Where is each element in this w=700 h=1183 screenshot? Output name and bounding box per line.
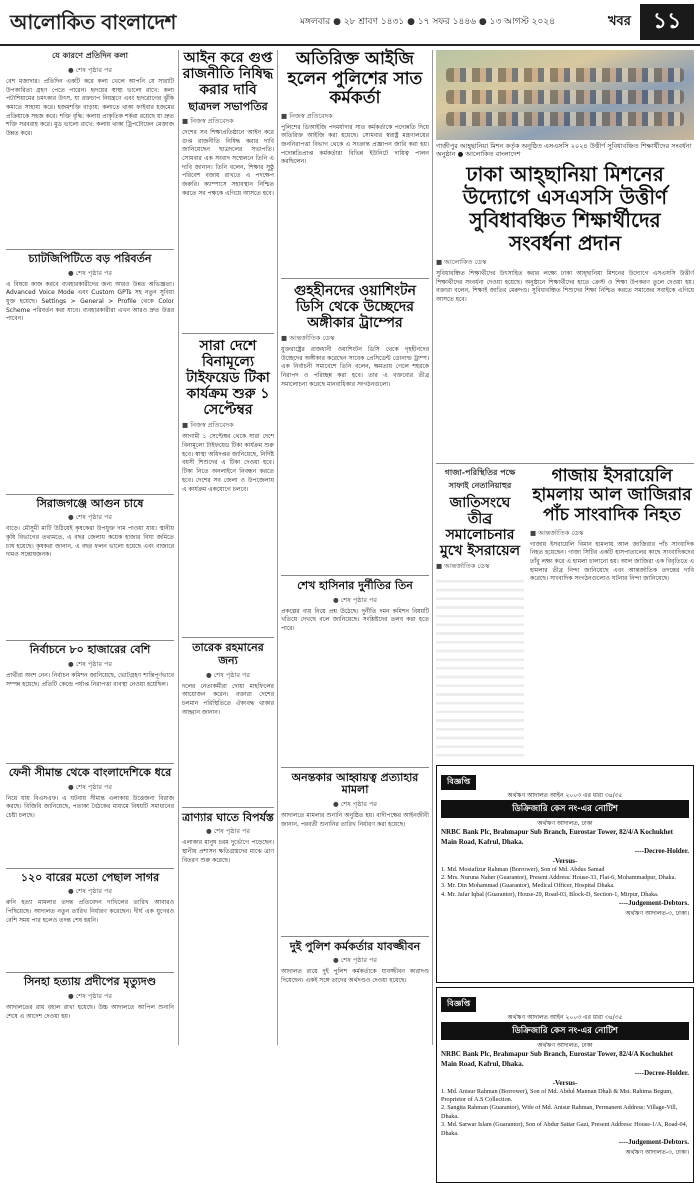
article-headline: নির্বাচনে ৮০ হাজারের বেশি [29,643,151,657]
continued-label: ● শেষ পৃষ্ঠার পর [67,268,113,277]
article [436,467,524,759]
notice-plaintiff-role: ----Decree-Holder. [634,846,689,855]
continued-label: ● শেষ পৃষ্ঠার পর [67,513,113,522]
newspaper-logo: আলোকিত বাংলাদেশ [10,10,176,34]
article [6,253,174,491]
notice-defendant: 2. Mrs. Nuruna Naher (Guarantor), Present Address: House-33, Flat-6, Mohammadpur, Dhaka. [441,874,676,882]
section-name: খবর [608,14,631,29]
notice-defendant: 2. Sangita Rahman (Guarantor), Wife of Md. Anisur Rahman, Permanent Address: Village-Vill, Dhaka. [441,1104,678,1120]
article [6,50,174,246]
article [6,498,174,638]
article [281,283,429,571]
article [281,50,429,274]
masthead [0,0,700,46]
article-body: পুলিশের ডিআইজি পদমর্যাদার সাত কর্মকর্তাকে পদোন্নতি দিয়ে অতিরিক্ত আইজি করা হয়েছে। সোমবার স্বরাষ্ট্র মন্ত্রণালয়ের জননিরাপত্তা বিভাগ থেকে এ সংক্রান্ত প্রজ্ঞাপন জারি করা হয়। পদোন্নতিপ্রাপ্ত কর্মকর্তারা বিভিন্ন ইউনিটে দায়িত্ব পালন করছিলেন। [281,123,429,166]
notice-versus: -Versus- [552,856,578,865]
notice-plaintiff: NRBC Bank Plc, Brahmapur Sub Branch, Eurostar Tower, 82/4/A Kochukhet Main Road, Kafrul, Dhaka. [441,828,673,846]
article [530,467,694,759]
column-rule [432,50,433,1045]
article [182,642,274,802]
article-headline: গাজায় ইসরায়েলি হামলায় আল জাজিরার পাঁচ সাংবাদিক নিহত [532,465,692,525]
notice-defendant: 4. Mr. Jafar Iqbal (Guarantor), House-29, Road-03, Block-D, Section-1, Mirpur, Dhaka. [441,890,659,898]
notice-court: অর্থঋণ আদালত, ঢাকা [537,820,593,828]
article [281,772,429,932]
continued-label: ● শেষ পৃষ্ঠার পর [67,659,113,668]
article-body: বেশ মজাদার। প্রতিদিন একটি করে কলা খেলে আপনি যে সারাটি উপকারিতা গ্রহণ পেতে পারেন। হৃদয়ের স্বাস্থ্য ভালো রাখে: কলা পটাশিয়ামের চমৎকার উৎস, যা রক্তচাপ নিয়ন্ত্রণে এবং হৃদরোগের ঝুঁকি কমাতে সাহায্য করে। হজমশক্তি বাড়ায়: কলাতে থাকা ফাইবার হজমের প্রক্রিয়াকে সহজ করে। শক্তি বৃদ্ধি: কলায় প্রাকৃতিক শর্করা রয়েছে যা দ্রুত শক্তি সরবরাহ করে। মুড ভালো রাখে: কলায় থাকা ট্রিপটোফেন মেজাজ উন্নত করে। [6,78,174,138]
article-body: এ বিষয়ে কাজ করবে ব্যবহারকারীদের জন্য আরও উন্নত অভিজ্ঞতা। Advanced Voice Mode এবং Custom GPTs সহ নতুন সুবিধা যুক্ত হয়েছে। Settings > General > Profile থেকে Color Scheme পরিবর্তন করা যাবে। ব্যবহারকারীরা এখন আরও দ্রুত উত্তর পাবেন। [6,280,174,323]
byline: ■ নিজস্ব প্রতিবেদক [182,421,234,430]
notice-defendant: 3. Mr. Din Mohammad (Guarantor), Medical Officer, Hospital Dhaka. [441,882,615,890]
notice-head-line: অর্থঋণ আদালত আইন ২০০৩ এর ধারা ৩৪/৩৫ [507,792,623,800]
notice-plaintiff: NRBC Bank Plc, Brahmapur Sub Branch, Eurostar Tower, 82/4/A Kochukhet Main Road, Kafrul, Dhaka. [441,1050,673,1068]
column-4 [436,50,694,1156]
column-1 [6,50,174,1045]
article-body: দলের নেতাকর্মীরা দোয়া মাহফিলের আয়োজন করেন। বক্তারা দেশের চলমান পরিস্থিতিতে ঐক্যবদ্ধ থাকার আহ্বান জানান। [182,682,274,716]
article [6,644,174,760]
article-headline: শেখ হাসিনার দুর্নীতির তিন [297,578,413,592]
article [6,976,174,1094]
byline: ■ আন্তর্জাতিক ডেস্ক [436,562,490,571]
article-body: প্রার্থীরা অংশ নেন। নির্বাচন কমিশন জানিয়েছে, ভোটগ্রহণ শান্তিপূর্ণভাবে সম্পন্ন হয়েছে। প্রতিটি কেন্দ্রে পর্যাপ্ত নিরাপত্তা ব্যবস্থা নেওয়া হয়েছিল। [6,671,174,688]
article-body: প্রকল্পের ব্যয় নিয়ে প্রশ্ন উঠেছে। দুর্নীতি দমন কমিশন বিষয়টি খতিয়ে দেখছে বলে জানিয়েছে। সংশ্লিষ্টদের তলব করা হতে পারে। [281,607,429,632]
notice-title: ডিক্রিজারি কেস নং-এর নোটিশ [441,800,689,818]
article-headline: আইন করে গুপ্ত রাজনীতি নিষিদ্ধ করার দাবি [182,50,274,99]
notice-tag: বিজ্ঞপ্তি [441,997,476,1012]
notice-title: ডিক্রিজারি কেস নং-এর নোটিশ [441,1022,689,1040]
notice-footer: অর্থঋণ আদালত-৩, ঢাকা। [625,1148,689,1156]
article-body: নিয়ে যায় বিএসএফ। এ ঘটনায় সীমান্ত এলাকায় উত্তেজনা বিরাজ করছে। বিজিবি জানিয়েছে, পতাকা বৈঠকের মাধ্যমে বিষয়টি সমাধানের চেষ্টা চলছে। [6,794,174,819]
continued-label: ● শেষ পৃষ্ঠার পর [205,827,251,836]
article-headline: অনন্তকার আহ্বায়ত্ব প্রত্যাহার মামলা [291,770,419,797]
article-headline: জাতিসংঘে তীব্র সমালোচনার মুখে ইসরায়েল [439,494,521,560]
continued-label: ● শেষ পৃষ্ঠার পর [67,782,113,791]
notice-plaintiff-role: ----Decree-Holder. [634,1068,689,1077]
article-headline: দুই পুলিশ কর্মকর্তার যাবজ্জীবন [289,939,421,953]
article [281,941,429,1099]
article-headline: ত্রাণ্যার ঘাতে বিপর্যস্ত [182,810,274,824]
notice-defendant: 1. Md. Mostafizur Rahman (Borrower), Son of Md. Abdus Samad [441,865,605,873]
notice-defendant: 1. Md. Anisur Rahman (Borrower), Son of Md. Abdul Mannan Dhali & Mst. Rahima Begum, Proprietor of A.S Collection. [441,1087,673,1104]
column-2 [182,50,274,1045]
article [182,812,274,990]
continued-label: ● শেষ পৃষ্ঠার পর [332,956,378,965]
continued-label: ● শেষ পৃষ্ঠার পর [205,670,251,679]
article-body: আদালতে মামলার শুনানি অনুষ্ঠিত হয়। বাদীপক্ষের আইনজীবী জানান, পরবর্তী শুনানির তারিখ নির্ধারণ করা হয়েছে। [281,811,429,828]
article-headline: ঢাকা আহ্ছানিয়া মিশনের উদ্যোগে এসএসসি উত্তীর্ণ সুবিধাবঞ্চিত শিক্ষার্থীদের সংবর্ধনা প্রদান [462,161,668,255]
notice-court: অর্থঋণ আদালত, ঢাকা [537,1042,593,1050]
notice-defendant-role: ----Judgement-Debtors. [618,899,689,908]
article-body: বাড়ে। মৌসুমী মাটি উঠিয়েই কৃষকেরা উপযুক্ত দাম পাওয়া যায়। স্থানীয় কৃষি বিভাগের তথ্যমতে, এ বছর জেলায় কয়েক হাজার বিঘা জমিতে চাষ হয়েছে। কৃষকরা জানান, এ বছর ফলন ভালো হয়েছে এবং বাজারে দামও সন্তোষজনক। [6,525,174,559]
continued-label: ● শেষ পৃষ্ঠার পর [332,799,378,808]
notice-footer: অর্থঋণ আদালত-৩, ঢাকা। [625,910,689,918]
article-body: আদালত রায়ে দুই পুলিশ কর্মকর্তাকে যাবজ্জীবন কারাদণ্ড দিয়েছেন। একই সঙ্গে তাদের অর্থদণ্ডও দেওয়া হয়েছে। [281,968,429,985]
article-kicker: গাজা-পরিস্থিতির পক্ষে সাফাই নেতানিয়াহুর [444,467,516,490]
notice-versus: -Versus- [552,1078,578,1087]
article-headline: সিনহা হত্যায় প্রদীপের মৃত্যুদণ্ড [23,975,157,989]
article-body: রুনি হত্যা মামলার তদন্ত প্রতিবেদন দাখিলের তারিখ আবারও পিছিয়েছে। আদালত নতুন তারিখ নির্ধারণ করেছেন। দীর্ঘ এক যুগেরও বেশি সময় পার হলেও তদন্ত শেষ হয়নি। [6,899,174,924]
article [182,50,274,329]
article [6,872,174,970]
article-body: সুবিধাবঞ্চিত শিক্ষার্থীদের উৎসাহিত করার লক্ষ্যে ঢাকা আহ্ছানিয়া মিশনের উদ্যোগে এসএসসি উত্তীর্ণ শিক্ষার্থীদের সংবর্ধনা দেওয়া হয়েছে। অনুষ্ঠানে শিক্ষার্থীদের হাতে ক্রেস্ট ও শিক্ষা উপকরণ তুলে দেওয়া হয়। বক্তারা বলেন, শিক্ষাই জাতির মেরুদণ্ড। সুবিধাবঞ্চিত শিশুদের শিক্ষা নিশ্চিত করতে সমাজের সবাইকে এগিয়ে আসতে হবে। [436,269,694,303]
page-number: ১১ [640,4,694,40]
column-rule [277,50,278,1045]
article-body: আদালতের রায় বহাল রাখা হয়েছে। উচ্চ আদালতে আপিল শুনানি শেষে এ আদেশ দেওয়া হয়। [6,1003,174,1020]
article [6,767,174,865]
article-body: এলাকার মানুষ চরম দুর্ভোগে পড়েছেন। স্থানীয় প্রশাসন ক্ষতিগ্রস্তদের মাঝে ত্রাণ বিতরণ শুরু করেছে। [182,839,274,864]
byline: ■ আন্তর্জাতিক ডেস্ক [530,528,584,537]
article-headline: চ্যাটজিপিটিতে বড় পরিবর্তন [28,252,152,265]
article-headline: সিরাজগঞ্জে আগুন চাষে [36,496,144,510]
notice-tag: বিজ্ঞপ্তি [441,775,476,790]
photo-caption: গাজীপুর আহ্ছানিয়া মিশন কর্তৃক অনুষ্ঠিত এসএসসি ২০২৪ উত্তীর্ণ সুবিধাবঞ্চিত শিক্ষার্থীদের সংবর্ধনা অনুষ্ঠান ● আলোকিত বাংলাদেশ [436,142,692,159]
notice-head-line: অর্থঋণ আদালত আইন ২০০৩ এর ধারা ৩৪/৩৫ [507,1014,623,1022]
article-headline: অতিরিক্ত আইজি হলেন পুলিশের সাত কর্মকর্তা [287,49,423,109]
event-photo [436,50,694,140]
article-subhead: ছাত্রদল সভাপতির [188,100,268,114]
byline: ■ আন্তর্জাতিক ডেস্ক [281,333,335,342]
column-3 [281,50,429,1045]
column-rule [178,50,179,1045]
article-headline: ১২০ বারের মতো পেছাল সাগর [20,870,160,884]
legal-notice [436,987,694,1183]
date-line: মঙ্গলবার ● ২৮ শ্রাবণ ১৪৩১ ● ১৭ সফর ১৪৪৬ ● ১৩ আগস্ট ২০২৪ [300,17,555,27]
article [436,163,694,460]
article-text-lines [436,574,524,759]
article-headline: সারা দেশে বিনামূল্যে টাইফয়েড টিকা কার্যক্রম শুরু ১ সেপ্টেম্বর [186,337,270,419]
continued-label: ● শেষ পৃষ্ঠার পর [67,887,113,896]
notice-defendant: 3. Md. Sarwar Islam (Guarantor), Son of Abdur Sattar Gazi, Present Address: House-1/A, Road-04, Dhaka. [441,1121,688,1137]
continued-label: ● শেষ পৃষ্ঠার পর [67,991,113,1000]
continued-label: ● শেষ পৃষ্ঠার পর [67,66,113,74]
article [182,338,274,633]
legal-notice [436,765,694,983]
article-headline: তারেক রহমানের জন্য [192,641,264,668]
article-headline: যে কারণে প্রতিদিন কলা [52,51,128,60]
article-body: গাজায় ইসরায়েলি বিমান হামলায় আল জাজিরার পাঁচ সাংবাদিক নিহত হয়েছেন। গাজা সিটির একটি হাসপাতালের কাছে সাংবাদিকদের তাঁবু লক্ষ্য করে এ হামলা চালানো হয়। আল জাজিরা এক বিবৃতিতে এ হামলার তীব্র নিন্দা জানিয়েছে এবং আন্তর্জাতিক তদন্তের দাবি করেছে। সাংবাদিক সংগঠনগুলোও ঘটনার নিন্দা জানিয়েছে। [530,540,694,583]
article-headline: গুহহীনদের ওয়াশিংটন ডিসি থেকে উচ্ছেদের অঙ্গীকার ট্রাম্পের [294,282,416,331]
article-body: যুক্তরাষ্ট্রের রাজধানী ওয়াশিংটন ডিসি থেকে গৃহহীনদের উচ্ছেদের অঙ্গীকার করেছেন সাবেক প্রেসিডেন্ট ডোনাল্ড ট্রাম্প। এক নির্বাচনী সমাবেশে তিনি বলেন, ক্ষমতায় গেলে শহরকে নিরাপদ ও পরিচ্ছন্ন করা হবে। তার এ বক্তব্যের তীব্র সমালোচনা করেছে মানবাধিকার সংগঠনগুলো। [281,345,429,388]
notice-defendant-role: ----Judgement-Debtors. [618,1137,689,1146]
byline: ■ নিজস্ব প্রতিবেদক [182,116,234,125]
byline: ■ নিজস্ব প্রতিবেদক [281,111,333,120]
article-body: দেশের সব শিক্ষাপ্রতিষ্ঠানে আইন করে গুপ্ত রাজনীতি নিষিদ্ধ করার দাবি জানিয়েছেন ছাত্রদলের সভাপতি। সোমবার এক সংবাদ সম্মেলনে তিনি এ দাবি জানান। তিনি বলেন, শিক্ষার সুষ্ঠু পরিবেশ বজায় রাখতে এ পদক্ষেপ জরুরি। ক্যাম্পাসে সহাবস্থান নিশ্চিত করতে সব পক্ষকে এগিয়ে আসতে হবে। [182,128,274,197]
article-headline: ফেনী সীমান্ত থেকে বাংলাদেশিকে ধরে [8,765,172,779]
article-body: আগামী ১ সেপ্টেম্বর থেকে সারা দেশে বিনামূল্যে টাইফয়েড টিকা কার্যক্রম শুরু হবে। স্বাস্থ্য অধিদপ্তর জানিয়েছে, নির্দিষ্ট বয়সী শিশুদের এ টিকা দেওয়া হবে। টিকা নিতে অনলাইনে নিবন্ধন করতে হবে। দেশের সব জেলা ও উপজেলায় এ কার্যক্রম একযোগে চলবে। [182,433,274,493]
article [281,580,429,763]
continued-label: ● শেষ পৃষ্ঠার পর [332,595,378,604]
byline: ■ আলোকিত ডেস্ক [436,257,487,266]
